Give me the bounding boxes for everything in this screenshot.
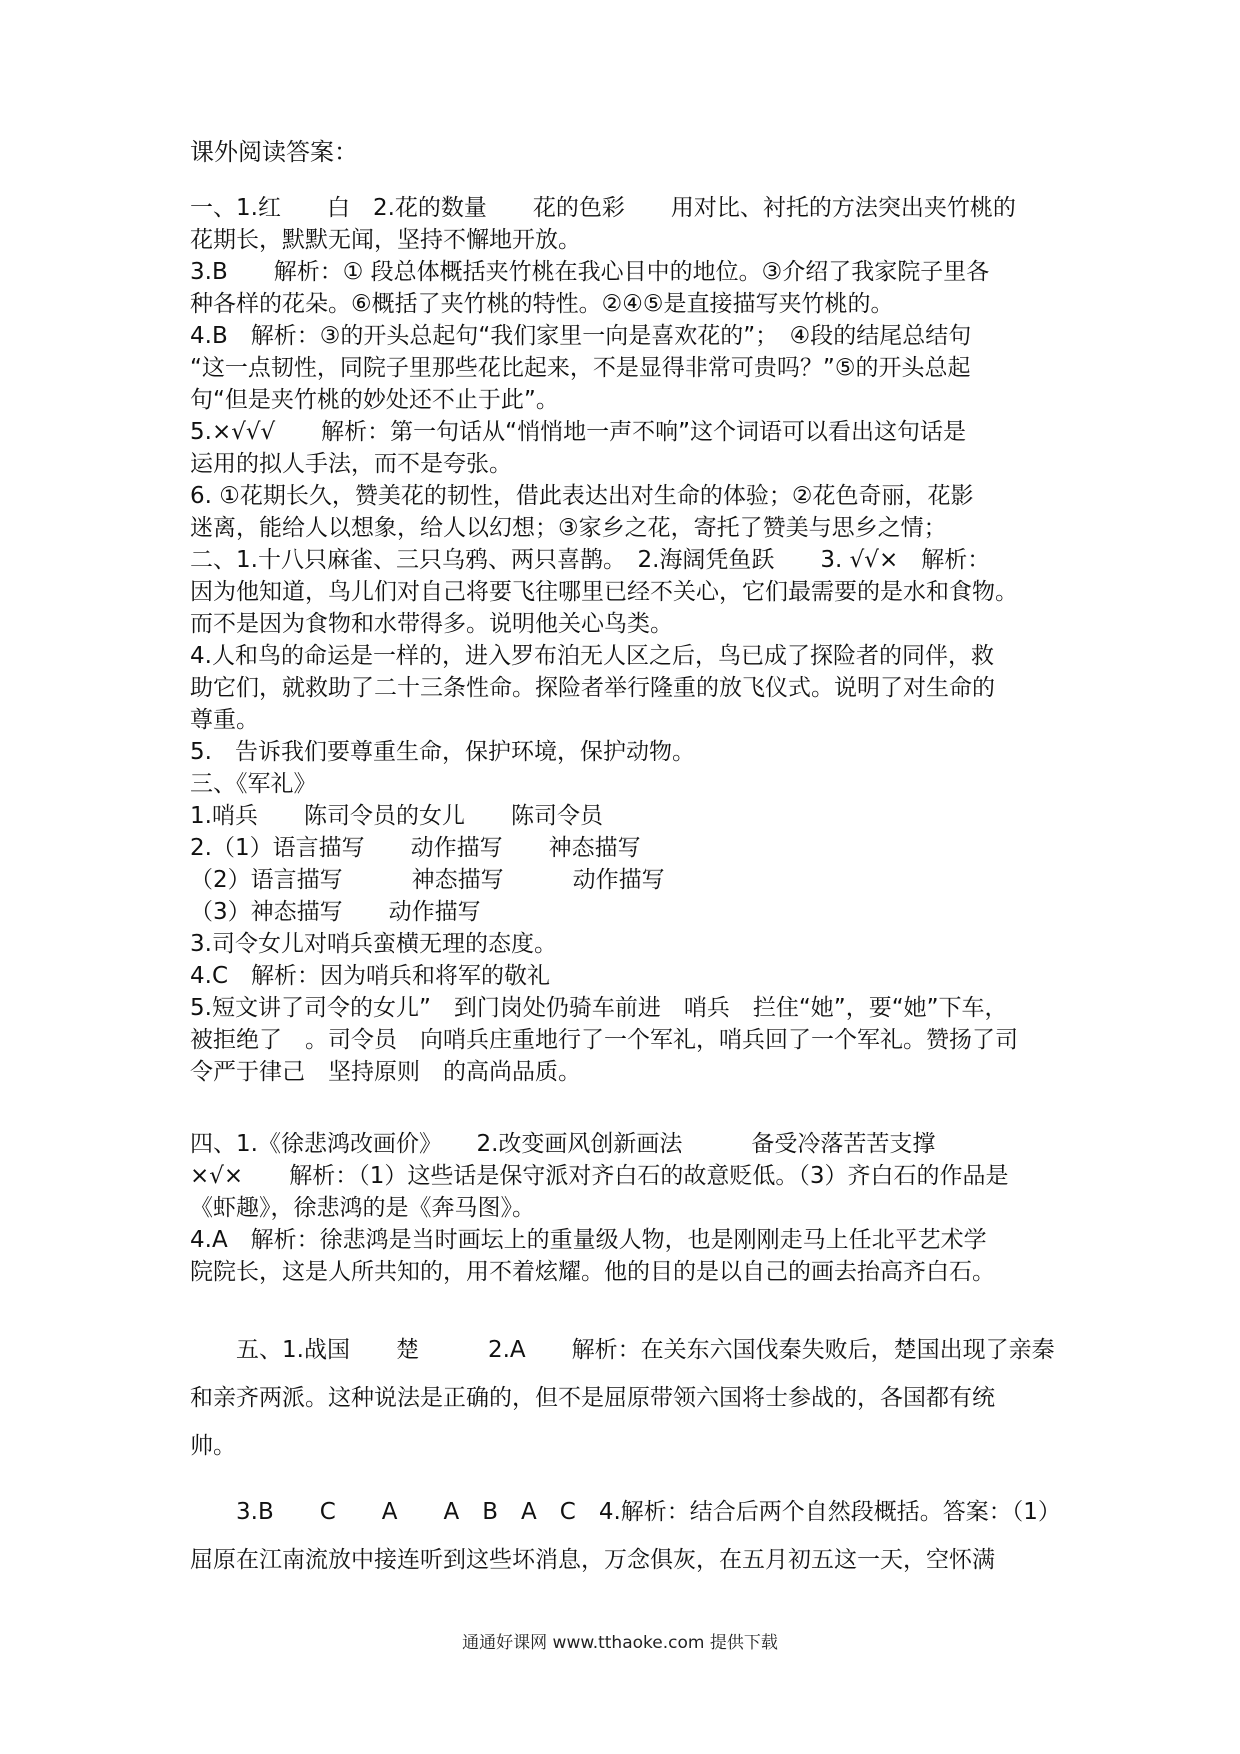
answer-line: 一、1.红 白 2.花的数量 花的色彩 用对比、衬托的方法突出夹竹桃的 <box>190 195 1016 221</box>
answer-line: 被拒绝了 。司令员 向哨兵庄重地行了一个军礼，哨兵回了一个军礼。赞扬了司 <box>190 1027 1018 1053</box>
answer-line: 3.B C A A B A C 4.解析：结合后两个自然段概括。答案：（1） <box>190 1499 1061 1525</box>
answer-line: 二、1.十八只麻雀、三只乌鸦、两只喜鹊。 2.海阔凭鱼跃 3. √√× 解析： <box>190 547 991 573</box>
answer-line: 4.人和鸟的命运是一样的，进入罗布泊无人区之后，鸟已成了探险者的同伴，救 <box>190 643 994 669</box>
answer-line: 迷离，能给人以想象，给人以幻想；③家乡之花，寄托了赞美与思乡之情； <box>190 515 947 541</box>
answer-line: “这一点韧性，同院子里那些花比起来，不是显得非常可贵吗？”⑤的开头总起 <box>190 355 971 381</box>
answer-line: 5. 告诉我们要尊重生命，保护环境，保护动物。 <box>190 739 695 765</box>
answer-line: 4.C 解析：因为哨兵和将军的敬礼 <box>190 963 551 989</box>
answer-line: 尊重。 <box>190 707 259 733</box>
answer-line: ×√× 解析：（1）这些话是保守派对齐白石的故意贬低。（3）齐白石的作品是 <box>190 1163 1009 1189</box>
answer-line: 令严于律己 坚持原则 的高尚品质。 <box>190 1059 581 1085</box>
answer-line: 助它们，就救助了二十三条性命。探险者举行隆重的放飞仪式。说明了对生命的 <box>190 675 995 701</box>
answer-line: （3）神态描写 动作描写 <box>190 899 481 925</box>
answer-line: 帅。 <box>190 1433 236 1459</box>
answer-line: 《虾趣》，徐悲鸿的是《奔马图》。 <box>190 1195 535 1221</box>
answer-line: 四、1.《徐悲鸿改画价》 2.改变画风创新画法 备受冷落苦苦支撑 <box>190 1131 936 1157</box>
answer-line: 4.A 解析：徐悲鸿是当时画坛上的重量级人物，也是刚刚走马上任北平艺术学 <box>190 1227 987 1253</box>
answer-line: 五、1.战国 楚 2.A 解析：在关东六国伐秦失败后，楚国出现了亲秦 <box>190 1337 1055 1363</box>
answer-line: 花期长，默默无闻，坚持不懈地开放。 <box>190 227 581 253</box>
footer-text: 通通好课网 www.tthaoke.com 提供下载 <box>462 1633 778 1653</box>
answer-line: 2.（1）语言描写 动作描写 神态描写 <box>190 835 641 861</box>
answer-line: 3.司令女儿对哨兵蛮横无理的态度。 <box>190 931 557 957</box>
document-title: 课外阅读答案： <box>190 138 358 166</box>
answer-line: 和亲齐两派。这种说法是正确的，但不是屈原带领六国将士参战的，各国都有统 <box>190 1385 995 1411</box>
answer-line: 4.B 解析：③的开头总起句“我们家里一向是喜欢花的”； ④段的结尾总结句 <box>190 323 972 349</box>
answer-line: 5.短文讲了司令的女儿” 到门岗处仍骑车前进 哨兵 拦住“她”，要“她”下车， <box>190 995 1008 1021</box>
answer-line: （2）语言描写 神态描写 动作描写 <box>190 867 665 893</box>
answer-line: 5.×√√√ 解析：第一句话从“悄悄地一声不响”这个词语可以看出这句话是 <box>190 419 967 445</box>
answer-line: 运用的拟人手法，而不是夸张。 <box>190 451 512 477</box>
answer-line: 6. ①花期长久，赞美花的韧性，借此表达出对生命的体验；②花色奇丽，花影 <box>190 483 974 509</box>
answer-line: 句“但是夹竹桃的妙处还不止于此”。 <box>190 387 559 413</box>
answer-line: 而不是因为食物和水带得多。说明他关心鸟类。 <box>190 611 673 637</box>
answer-line: 屈原在江南流放中接连听到这些坏消息，万念俱灰，在五月初五这一天，空怀满 <box>190 1547 995 1573</box>
section-heading: 三、《军礼》 <box>190 771 317 797</box>
answer-line: 因为他知道，鸟儿们对自己将要飞往哪里已经不关心，它们最需要的是水和食物。 <box>190 579 1018 605</box>
answer-line: 种各样的花朵。⑥概括了夹竹桃的特性。②④⑤是直接描写夹竹桃的。 <box>190 291 894 317</box>
answer-line: 院院长，这是人所共知的，用不着炫耀。他的目的是以自己的画去抬高齐白石。 <box>190 1259 995 1285</box>
answer-line: 1.哨兵 陈司令员的女儿 陈司令员 <box>190 803 603 829</box>
answer-line: 3.B 解析：① 段总体概括夹竹桃在我心目中的地位。③介绍了我家院子里各 <box>190 259 990 285</box>
